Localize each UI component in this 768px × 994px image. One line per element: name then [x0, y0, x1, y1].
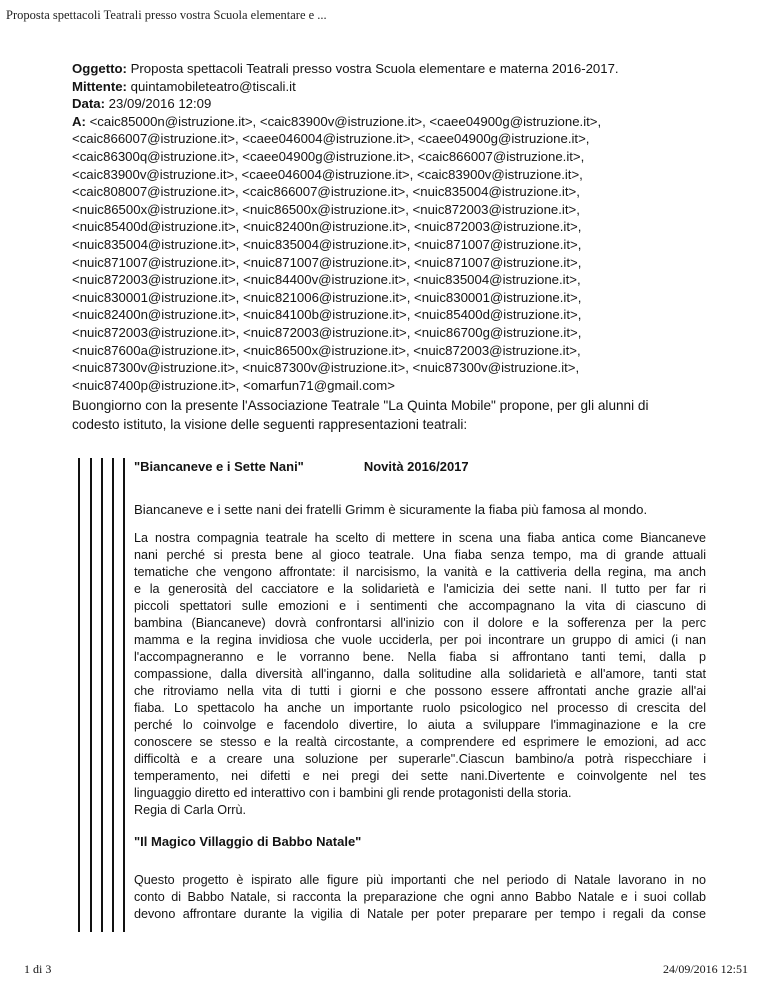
- date-row: [72, 95, 712, 113]
- date-label: Data:: [72, 96, 105, 112]
- recipients-row-0: [72, 113, 712, 131]
- text-line: La nostra compagnia teatrale ha scelto di mettere in scena una fiaba antica come Biancaneve: [134, 531, 706, 545]
- recipient-line: <caic866007@istruzione.it>, <caee046004@istruzione.it>, <caee04900g@istruzione.it>,: [72, 131, 590, 147]
- show1-description: [134, 530, 706, 819]
- subject-row: [72, 60, 712, 78]
- print-datetime: 24/09/2016 12:51: [662, 962, 748, 976]
- show2-header: [134, 833, 768, 850]
- text-line: mamma e la regina invidiosa che vuole ucciderla, per poi incontrare un gruppo di amici (i nan: [134, 633, 706, 647]
- to-label: A:: [72, 113, 86, 129]
- subject-label: Oggetto:: [72, 61, 127, 76]
- recipient-line: <nuic85400d@istruzione.it>, <nuic82400n@istruzione.it>, <nuic872003@istruzione.it>,: [72, 219, 582, 235]
- text-line: conoscere se stesso e la realtà circostante, a comprendere ed esprimere le emozioni, ad acc: [134, 735, 706, 749]
- sender-value: quintamobileteatro@tiscali.it: [130, 78, 296, 94]
- text-line: nani perché si presta bene al gioco teatrale. Una fiaba senza tempo, ma di grande attuali: [134, 548, 706, 562]
- intro-line: codesto istituto, la visione delle seguenti rappresentazioni teatrali:: [72, 417, 468, 432]
- show2-description: [134, 872, 706, 923]
- recipient-line: <caic85000n@istruzione.it>, <caic83900v@istruzione.it>, <caee04900g@istruzione.it>,: [89, 113, 602, 129]
- recipient-line: <nuic82400n@istruzione.it>, <nuic84100b@istruzione.it>, <nuic85400d@istruzione.it>,: [72, 307, 582, 323]
- text-line: temperamento, nei difetti e nei pregi dei sette nani.Divertente e coinvolgente nel tes: [134, 769, 706, 783]
- email-header: [72, 60, 712, 394]
- show1-novelty-badge: Novità 2016/2017: [363, 459, 469, 474]
- recipient-line: <nuic87600a@istruzione.it>, <nuic86500x@istruzione.it>, <nuic872003@istruzione.it>,: [72, 342, 581, 358]
- recipient-line: <nuic830001@istruzione.it>, <nuic821006@istruzione.it>, <nuic830001@istruzione.it>,: [72, 289, 582, 305]
- text-line: difficoltà e a creare una soluzione per superarle".Ciascun bambino/a potrà rispecchiare i: [134, 752, 706, 766]
- recipient-line: <caic86300q@istruzione.it>, <caee04900g@istruzione.it>, <caic866007@istruzione.it>,: [72, 148, 585, 164]
- text-line: Regia di Carla Orrù.: [134, 803, 246, 817]
- document-title: Proposta spettacoli Teatrali presso vostra Scuola elementare e ...: [6, 8, 327, 22]
- show1-title: "Biancaneve e i Sette Nani": [134, 459, 304, 474]
- show1-lead: Biancaneve e i sette nani dei fratelli Grimm è sicuramente la fiaba più famosa al mondo.: [134, 502, 648, 517]
- scan-margin-lines: [78, 458, 128, 932]
- text-line: l'accompagneranno e le vorranno bene. Nella fiaba si affrontano tanti temi, dalla p: [134, 650, 706, 664]
- text-line: compassione, dalla diversità all'inganno, dalla solitudine alla solidarietà e all'amore, tanti stat: [134, 667, 706, 681]
- sender-row: [72, 78, 712, 96]
- text-line: piccoli spettatori sulle emozioni e i sentimenti che accompagnano la vita di ciascuno di: [134, 599, 706, 613]
- recipient-line: <nuic87300v@istruzione.it>, <nuic87300v@istruzione.it>, <nuic87300v@istruzione.it>,: [72, 360, 580, 376]
- recipient-line: <caic83900v@istruzione.it>, <caee046004@istruzione.it>, <caic83900v@istruzione.it>,: [72, 166, 583, 182]
- recipient-line: <caic808007@istruzione.it>, <caic866007@istruzione.it>, <nuic835004@istruzione.it>,: [72, 184, 580, 200]
- sender-label: Mittente:: [72, 78, 127, 94]
- recipient-line: <nuic872003@istruzione.it>, <nuic872003@istruzione.it>, <nuic86700g@istruzione.it>,: [72, 324, 582, 340]
- subject-value: Proposta spettacoli Teatrali presso vostra Scuola elementare e materna 2016-2017.: [130, 61, 619, 76]
- text-line: linguaggio diretto ed interattivo con i bambini gli rende protagonisti della storia.: [134, 786, 572, 800]
- date-value: 23/09/2016 12:09: [108, 96, 212, 112]
- recipient-line: <nuic87400p@istruzione.it>, <omarfun71@gmail.com>: [72, 377, 395, 393]
- shows-content: [134, 458, 768, 932]
- text-line: e la generosità del cacciatore e la solidarietà e l'amicizia dei sette nani. Il tutto per far ri: [134, 582, 706, 596]
- show1-header: [134, 458, 768, 475]
- recipient-line: <nuic872003@istruzione.it>, <nuic84400v@istruzione.it>, <nuic835004@istruzione.it>,: [72, 272, 581, 288]
- show2-title: "Il Magico Villaggio di Babbo Natale": [134, 834, 362, 849]
- text-line: perché lo coinvolge e facendolo divertire, lo aiuta a sviluppare l'immaginazione e la cre: [134, 718, 706, 732]
- intro-line: Buongiorno con la presente l'Associazione Teatrale "La Quinta Mobile" propone, per gli alunni di: [72, 398, 649, 413]
- text-line: che ritroviamo nella vita di tutti i giorni e che possono essere affrontati anche grazie all'ai: [134, 684, 706, 698]
- text-line: tematiche che vengono affrontate: il narcisismo, la vanità e la cattiveria della regina, ma anch: [134, 565, 706, 579]
- text-line: fiaba. Lo spettacolo ha anche un importante ruolo psicologico nel processo di crescita del: [134, 701, 706, 715]
- text-line: Questo progetto è ispirato alle figure più importanti che nel periodo di Natale lavorano in no: [134, 873, 706, 887]
- recipient-line: <nuic835004@istruzione.it>, <nuic835004@istruzione.it>, <nuic871007@istruzione.it>,: [72, 236, 582, 252]
- recipient-line: <nuic86500x@istruzione.it>, <nuic86500x@istruzione.it>, <nuic872003@istruzione.it>,: [72, 201, 580, 217]
- recipient-line: <nuic871007@istruzione.it>, <nuic871007@istruzione.it>, <nuic871007@istruzione.it>,: [72, 254, 582, 270]
- page-counter: 1 di 3: [24, 962, 52, 976]
- intro-paragraph: [72, 396, 702, 434]
- text-line: devono affrontare durante la vigilia di Natale per poter preparare per tempo i regali da conse: [134, 907, 706, 921]
- text-line: bambina (Biancaneve) dovrà confrontarsi all'inizio con il dolore e la sofferenza per la perc: [134, 616, 706, 630]
- text-line: conto di Babbo Natale, si racconta la preparazione che ogni anno Babbo Natale e i suoi collab: [134, 890, 706, 904]
